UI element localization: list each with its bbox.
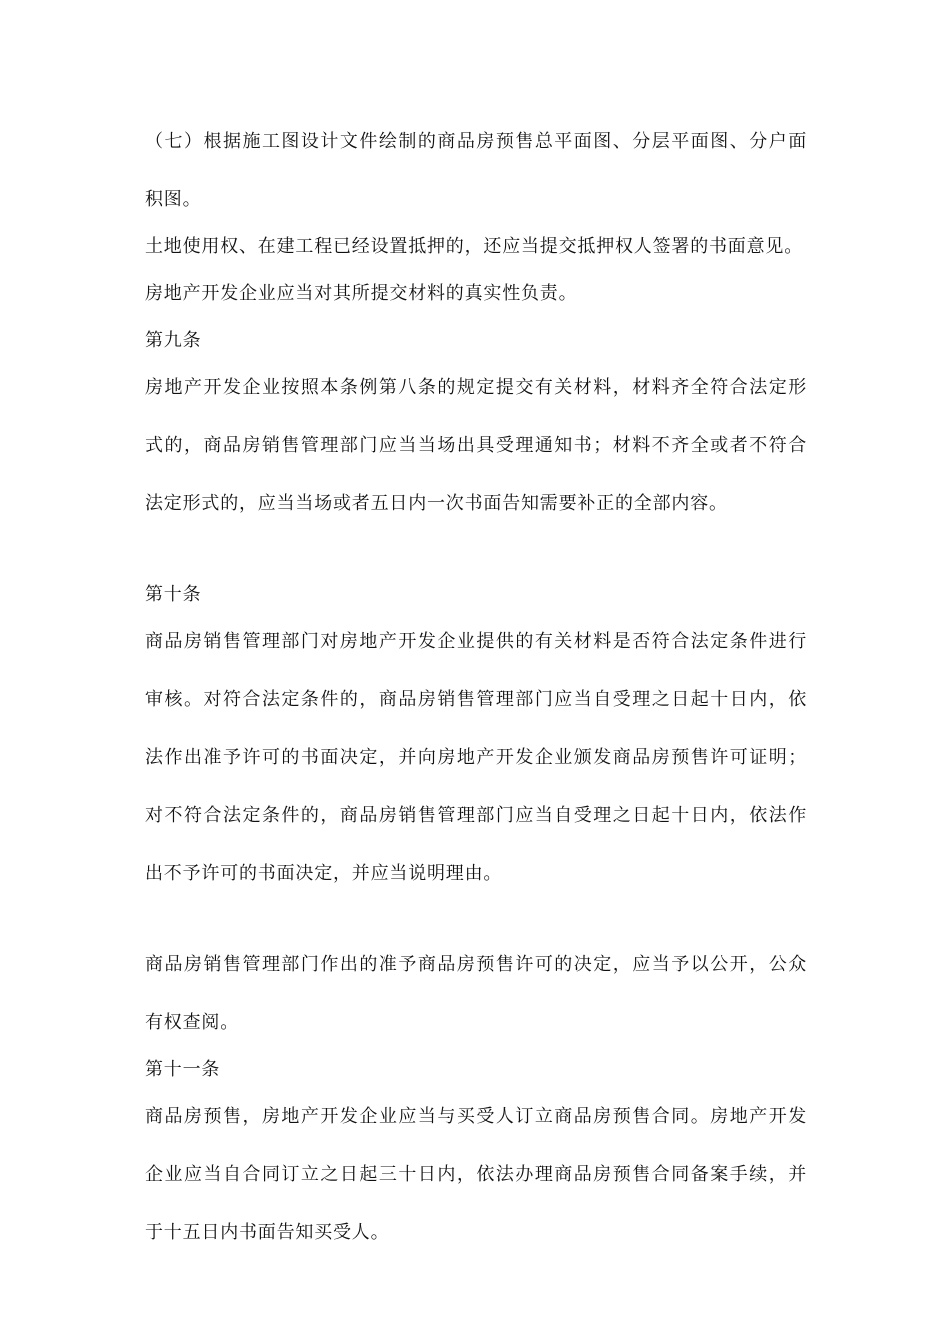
article-10-body bbox=[145, 623, 807, 892]
text-line: 房地产开发企业按照本条例第八条的规定提交有关材料，材料齐全符合法定形 bbox=[145, 377, 807, 398]
text-line: 积图。 bbox=[145, 189, 202, 210]
text-line: （七）根据施工图设计文件绘制的商品房预售总平面图、分层平面图、分户面 bbox=[145, 131, 807, 152]
article-title: 第九条 bbox=[145, 330, 202, 351]
text-line: 商品房预售，房地产开发企业应当与买受人订立商品房预售合同。房地产开发 bbox=[145, 1106, 807, 1127]
paragraph-responsibility bbox=[145, 275, 807, 312]
text-line: 土地使用权、在建工程已经设置抵押的，还应当提交抵押权人签署的书面意见。 bbox=[145, 236, 803, 257]
article-heading-10 bbox=[145, 576, 807, 613]
text-line: 商品房销售管理部门对房地产开发企业提供的有关材料是否符合法定条件进行 bbox=[145, 631, 807, 652]
text-line: 出不予许可的书面决定，并应当说明理由。 bbox=[145, 863, 503, 884]
article-title: 第十一条 bbox=[145, 1059, 221, 1080]
paragraph-mortgage bbox=[145, 228, 807, 265]
text-line: 企业应当自合同订立之日起三十日内，依法办理商品房预售合同备案手续，并 bbox=[145, 1164, 807, 1185]
article-10-public bbox=[145, 946, 807, 1041]
text-line: 于十五日内书面告知买受人。 bbox=[145, 1222, 390, 1243]
text-line: 商品房销售管理部门作出的准予商品房预售许可的决定，应当予以公开，公众 bbox=[145, 954, 807, 975]
article-11-body bbox=[145, 1098, 807, 1251]
text-line: 式的，商品房销售管理部门应当当场出具受理通知书；材料不齐全或者不符合 bbox=[145, 435, 807, 456]
text-line: 法作出准予许可的书面决定，并向房地产开发企业颁发商品房预售许可证明； bbox=[145, 747, 807, 768]
article-heading-9 bbox=[145, 322, 807, 359]
article-title: 第十条 bbox=[145, 584, 202, 605]
article-heading-11 bbox=[145, 1051, 807, 1088]
text-line: 审核。对符合法定条件的，商品房销售管理部门应当自受理之日起十日内，依 bbox=[145, 689, 807, 710]
text-line: 对不符合法定条件的，商品房销售管理部门应当自受理之日起十日内，依法作 bbox=[145, 805, 807, 826]
document-body bbox=[145, 123, 807, 1251]
paragraph-item-7 bbox=[145, 123, 807, 218]
text-line: 法定形式的，应当当场或者五日内一次书面告知需要补正的全部内容。 bbox=[145, 493, 728, 514]
article-9-body bbox=[145, 369, 807, 522]
text-line: 房地产开发企业应当对其所提交材料的真实性负责。 bbox=[145, 283, 578, 304]
text-line: 有权查阅。 bbox=[145, 1012, 239, 1033]
